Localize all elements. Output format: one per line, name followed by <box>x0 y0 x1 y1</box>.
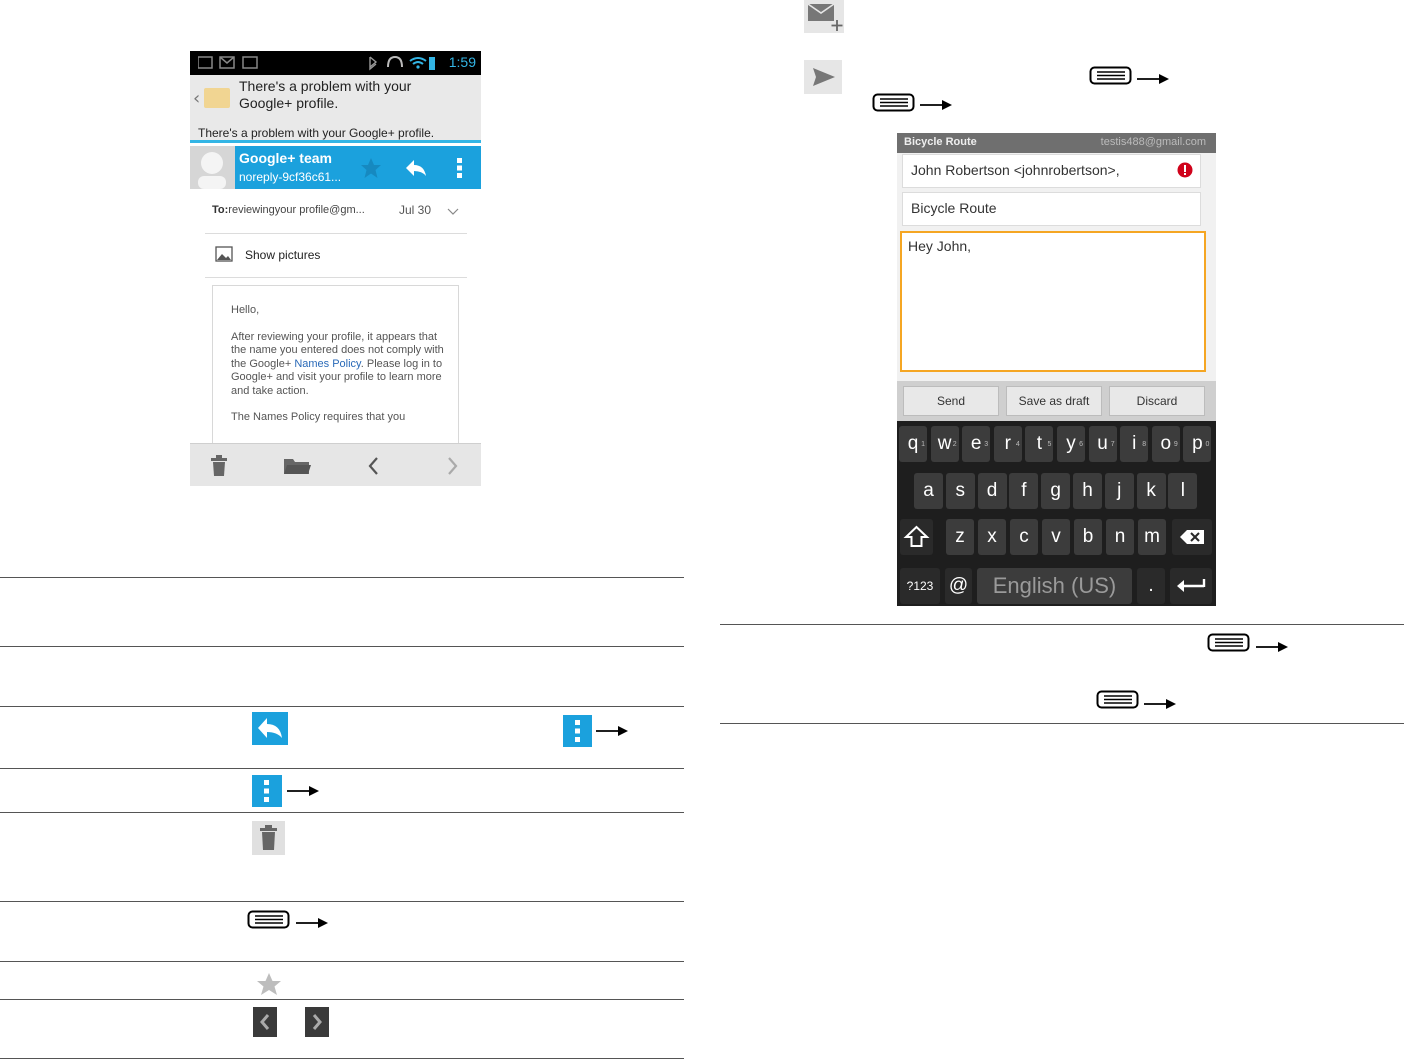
to-field[interactable] <box>902 154 1201 188</box>
arrow-right-icon <box>596 725 628 737</box>
table-rule <box>0 646 684 647</box>
message-body-value: Hey John, <box>908 238 972 254</box>
key-h[interactable]: h <box>1073 473 1102 509</box>
trash-icon <box>252 821 285 855</box>
to-field-value: John Robertson <johnrobertson>, <box>911 162 1120 178</box>
key-label: w <box>937 433 952 454</box>
to-value: reviewingyour profile@gm... <box>228 204 365 216</box>
body-paragraph-2: The Names Policy requires that you <box>231 411 406 423</box>
compose-action-bar <box>897 381 1216 421</box>
previous-icon <box>253 1007 277 1037</box>
key-w[interactable] <box>931 426 959 462</box>
shift-key[interactable] <box>900 519 933 555</box>
key-hint: 8 <box>1142 441 1147 448</box>
table-rule <box>0 768 684 769</box>
compose-screenshot <box>897 133 1216 606</box>
table-rule <box>0 812 684 813</box>
table-rule <box>0 706 684 707</box>
key-f[interactable]: f <box>1009 473 1038 509</box>
menu-key-icon <box>247 910 293 930</box>
save-draft-button[interactable]: Save as draft <box>1006 386 1102 416</box>
subject-field-value: Bicycle Route <box>911 200 997 216</box>
key-n[interactable]: n <box>1106 519 1134 555</box>
key-label: p <box>1192 433 1203 454</box>
key-label: o <box>1160 433 1172 454</box>
key-hint: 2 <box>952 441 957 448</box>
key-hint: 4 <box>1015 441 1020 448</box>
account-email: testis488@gmail.com <box>1100 136 1206 148</box>
arrow-right-icon <box>920 99 952 111</box>
key-s[interactable]: s <box>946 473 975 509</box>
period-key[interactable]: . <box>1137 568 1165 604</box>
next-icon <box>305 1007 329 1037</box>
symbols-key[interactable]: ?123 <box>900 568 940 604</box>
key-label: r <box>1004 433 1011 454</box>
space-key[interactable]: English (US) <box>977 568 1132 604</box>
key-hint: 1 <box>921 441 925 448</box>
overflow-menu-icon <box>563 715 592 747</box>
star-icon <box>256 972 282 996</box>
send-icon <box>804 60 842 94</box>
sender-address: noreply-9cf36c61... <box>239 170 342 184</box>
key-l[interactable]: l <box>1168 473 1197 509</box>
menu-key-icon <box>1089 66 1135 86</box>
to-label: To: <box>212 204 229 216</box>
key-k[interactable]: k <box>1137 473 1166 509</box>
arrow-right-icon <box>287 785 319 797</box>
key-hint: 6 <box>1079 441 1083 448</box>
key-hint: 0 <box>1205 441 1210 448</box>
reply-icon <box>252 712 288 745</box>
enter-key[interactable] <box>1170 568 1212 604</box>
error-icon <box>1177 162 1193 178</box>
key-label: y <box>1066 433 1076 454</box>
key-e[interactable] <box>962 426 990 462</box>
compose-title: Bicycle Route <box>904 136 977 148</box>
key-d[interactable]: d <box>978 473 1007 509</box>
back-chevron-icon[interactable]: ‹ <box>193 88 201 109</box>
key-hint: 9 <box>1173 441 1178 448</box>
body-greeting: Hello, <box>231 304 260 316</box>
subject-field[interactable] <box>902 192 1201 226</box>
key-hint: 3 <box>984 441 989 448</box>
arrow-right-icon <box>1144 698 1176 710</box>
soft-keyboard <box>897 421 1216 606</box>
table-rule <box>720 624 1404 625</box>
arrow-right-icon <box>296 917 328 929</box>
key-m[interactable]: m <box>1138 519 1166 555</box>
key-c[interactable]: c <box>1010 519 1038 555</box>
body-paragraph: After reviewing your profile, it appears that the name you entered does not comply with the Google+ Names Policy. Please log in to Google+ and visit your profile to learn more and take action. <box>231 330 444 397</box>
names-policy-link[interactable]: Names Policy <box>294 357 361 370</box>
email-date: Jul 30 <box>399 203 432 217</box>
overflow-menu-icon <box>252 775 282 807</box>
table-rule <box>720 723 1404 724</box>
key-label: e <box>970 433 982 454</box>
key-y[interactable] <box>1057 426 1085 462</box>
key-q[interactable] <box>899 426 927 462</box>
table-rule <box>0 961 684 962</box>
email-subject: There's a problem with your Google+ profile. <box>198 126 435 140</box>
menu-key-icon <box>872 93 918 113</box>
table-rule <box>0 577 684 578</box>
arrow-right-icon <box>1256 641 1288 653</box>
key-b[interactable]: b <box>1074 519 1102 555</box>
at-key[interactable]: @ <box>945 568 972 604</box>
backspace-key[interactable] <box>1172 519 1212 555</box>
arrow-right-icon <box>1137 73 1169 85</box>
menu-key-icon <box>1207 633 1253 653</box>
key-g[interactable]: g <box>1041 473 1070 509</box>
key-t[interactable] <box>1025 426 1053 462</box>
status-time: 1:59 <box>448 54 476 70</box>
key-label: u <box>1097 433 1108 454</box>
discard-button[interactable]: Discard <box>1109 386 1205 416</box>
sender-name: Google+ team <box>239 150 332 166</box>
key-a[interactable]: a <box>914 473 943 509</box>
key-i[interactable] <box>1120 426 1148 462</box>
show-pictures-link[interactable]: Show pictures <box>245 248 321 262</box>
key-label: t <box>1036 433 1043 454</box>
message-body-field[interactable] <box>900 231 1206 372</box>
key-hint: 5 <box>1047 441 1052 448</box>
notification-text: There's a problem with your Google+ profile. <box>239 78 412 111</box>
key-z[interactable]: z <box>946 519 974 555</box>
key-p[interactable] <box>1183 426 1211 462</box>
compose-icon <box>804 0 844 33</box>
key-j[interactable]: j <box>1105 473 1134 509</box>
menu-key-icon <box>1096 690 1142 710</box>
send-button[interactable]: Send <box>903 386 999 416</box>
table-rule <box>0 901 684 902</box>
key-label: q <box>907 433 919 454</box>
key-o[interactable] <box>1152 426 1180 462</box>
compose-title-bar <box>897 133 1216 153</box>
key-u[interactable] <box>1089 426 1117 462</box>
instruction-table <box>0 0 700 1059</box>
key-v[interactable]: v <box>1042 519 1070 555</box>
table-rule <box>0 999 684 1000</box>
key-x[interactable]: x <box>978 519 1006 555</box>
key-label: i <box>1132 433 1137 454</box>
key-hint: 7 <box>1110 441 1115 448</box>
key-r[interactable] <box>994 426 1022 462</box>
